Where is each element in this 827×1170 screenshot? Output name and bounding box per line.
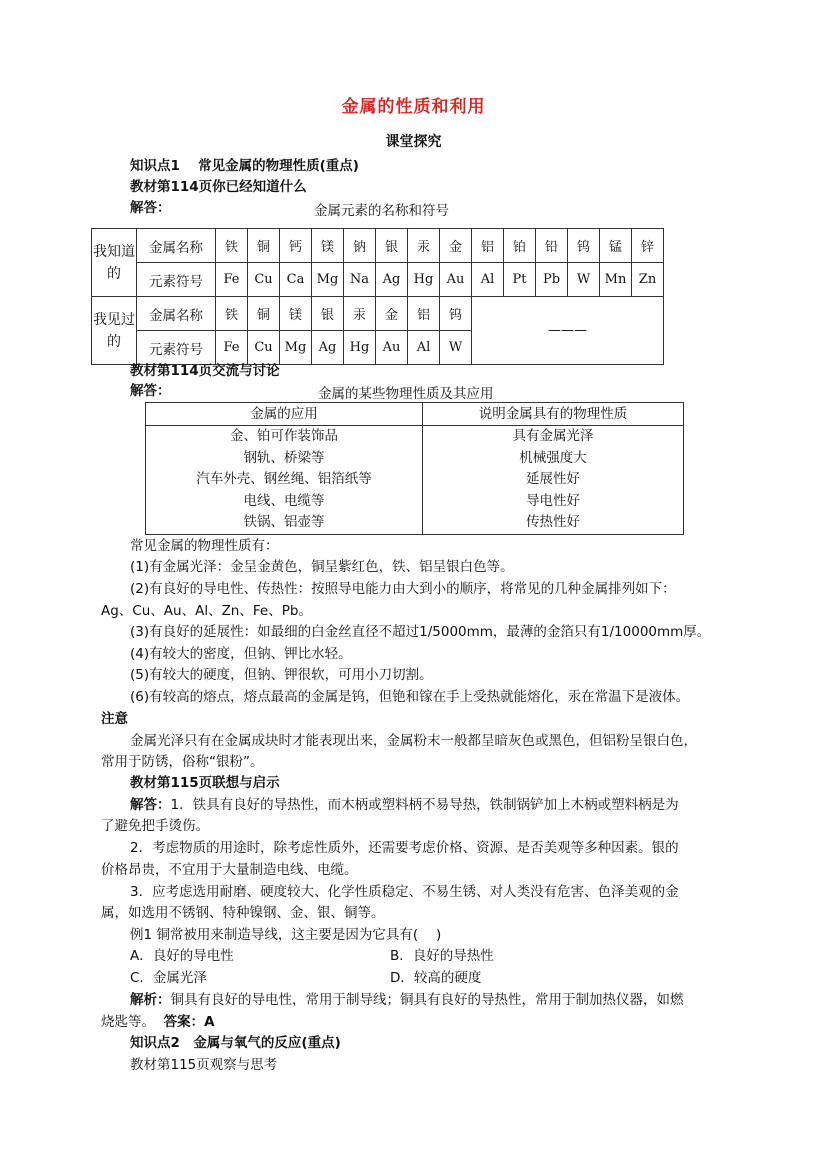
table-cell: Hg [408, 263, 440, 297]
table-header-uses: 金属的应用 [146, 403, 423, 426]
table1-caption: 金属元素的名称和符号 [314, 203, 449, 219]
property-2-cont: Ag、Cu、Au、Al、Zn、Fe、Pb。 [101, 603, 312, 619]
list-item: 金、铂可作装饰品 [230, 428, 338, 444]
table-cell: Au [376, 331, 408, 365]
table-cell: 铝 [408, 297, 440, 331]
table-row [146, 426, 684, 535]
list-item: 传热性好 [526, 514, 580, 530]
answer-1-line-1 [130, 795, 679, 815]
table-cell: Pb [536, 263, 568, 297]
table-cell: Fe [216, 263, 248, 297]
analysis-text-cont: 烧匙等。 [101, 1014, 155, 1030]
note-heading: 注意 [101, 711, 128, 727]
textbook-ref-2: 教材第114页交流与讨论 [130, 363, 280, 379]
table-cell: Al [472, 263, 504, 297]
page-title: 金属的性质和利用 [341, 97, 486, 117]
table-cell: 铅 [536, 229, 568, 263]
metal-name-label: 金属名称 [137, 229, 216, 263]
list-item: 电线、电缆等 [243, 492, 325, 509]
answer-value: A [204, 1014, 215, 1030]
table-row [92, 229, 664, 263]
textbook-ref-4: 教材第115页观察与思考 [130, 1057, 278, 1073]
property-3: (3)有良好的延展性：如最细的白金丝直径不超过1/5000mm，最薄的金箔只有1/10000mm厚。 [130, 624, 711, 640]
table-row [146, 403, 684, 426]
empty-dash-cell: ——— [472, 297, 664, 365]
knowledge-point-1-heading: 知识点1 常见金属的物理性质(重点) [130, 158, 359, 174]
table-cell: Ag [376, 263, 408, 297]
table-cell: 钠 [344, 229, 376, 263]
table-cell: 汞 [344, 297, 376, 331]
metal-name-label: 金属名称 [137, 297, 216, 331]
textbook-ref-1: 教材第114页你已经知道什么 [130, 179, 307, 195]
table-cell: 铂 [504, 229, 536, 263]
table-cell: 铁 [216, 229, 248, 263]
group-seen-label: 我见过的 [92, 297, 137, 365]
option-b: B．良好的导热性 [390, 948, 494, 964]
table-cell: Mg [312, 263, 344, 297]
table-row [92, 263, 664, 297]
answer-3-line-2: 属，如选用不锈钢、特种镍钢、金、银、铜等。 [101, 905, 385, 921]
table-cell: W [568, 263, 600, 297]
answer-label: 答案： [163, 1014, 205, 1030]
property-4: (4)有较大的密度，但钠、钾比水轻。 [130, 646, 352, 662]
element-symbol-label: 元素符号 [137, 331, 216, 365]
metal-uses-properties-table [145, 402, 684, 535]
property-6: (6)有较高的熔点，熔点最高的金属是钨，但铯和镓在手上受热就能熔化，汞在常温下是液体。 [130, 689, 690, 705]
textbook-ref-3: 教材第115页联想与启示 [130, 775, 280, 791]
list-item: 钢轨、桥梁等 [243, 449, 325, 466]
option-c: C．金属光泽 [130, 970, 207, 986]
table-cell: 金 [376, 297, 408, 331]
list-item: 汽车外壳、钢丝绳、铝箔纸等 [196, 471, 372, 487]
group-known-label: 我知道的 [92, 229, 137, 297]
note-line-2: 常用于防锈，俗称“银粉”。 [101, 754, 264, 770]
answer-text: 1．铁具有良好的导热性，而木柄或塑料柄不易导热，铁制锅铲加上木柄或塑料柄是为 [170, 797, 679, 813]
table-cell: 锌 [632, 229, 664, 263]
answer-3-line-1: 3．应考虑选用耐磨、硬度较大、化学性质稳定、不易生锈、对人类没有危害、色泽美观的金 [130, 884, 679, 900]
table-cell: 金 [440, 229, 472, 263]
table-cell: Ca [280, 263, 312, 297]
knowledge-point-2-heading: 知识点2 金属与氧气的反应(重点) [130, 1035, 341, 1051]
table-cell: 铜 [248, 297, 280, 331]
table-cell: Al [408, 331, 440, 365]
answer-label-3: 解答： [130, 797, 171, 813]
table-row [92, 297, 664, 331]
table-cell: 铝 [472, 229, 504, 263]
answer-label-1: 解答： [130, 200, 171, 216]
analysis-text: 铜具有良好的导电性，常用于制导线；铜具有良好的导热性，常用于制加热仪器，如燃 [170, 992, 684, 1008]
table-cell: 锰 [600, 229, 632, 263]
table-cell: 钨 [568, 229, 600, 263]
table-header-properties: 说明金属具有的物理性质 [423, 403, 684, 426]
table-cell: Mg [280, 331, 312, 365]
answer-label-2: 解答： [130, 383, 171, 399]
table-cell: Zn [632, 263, 664, 297]
analysis-line-1 [130, 990, 684, 1010]
table-cell: Cu [248, 263, 280, 297]
list-item: 机械强度大 [519, 449, 587, 466]
metal-names-symbols-table [91, 228, 664, 365]
answer-2-line-1: 2．考虑物质的用途时，除考虑性质外，还需要考虑价格、资源、是否美观等多种因素。银的 [130, 840, 679, 856]
table2-caption: 金属的某些物理性质及其应用 [318, 386, 494, 402]
element-symbol-label: 元素符号 [137, 263, 216, 297]
table-cell: Na [344, 263, 376, 297]
table-cell: Ag [312, 331, 344, 365]
table-cell: Cu [248, 331, 280, 365]
section-subtitle: 课堂探究 [385, 134, 442, 150]
list-item: 具有金属光泽 [512, 428, 594, 444]
table-cell: 钙 [280, 229, 312, 263]
option-d: D．较高的硬度 [390, 970, 482, 986]
list-item: 铁锅、铝壶等 [243, 514, 325, 530]
table-cell: Au [440, 263, 472, 297]
example-1-question: 例1 铜常被用来制造导线，这主要是因为它具有( ) [130, 927, 442, 943]
answer-1-line-2: 了避免把手烫伤。 [101, 818, 209, 834]
properties-intro: 常见金属的物理性质有： [130, 538, 279, 554]
table-cell: 汞 [408, 229, 440, 263]
table-cell: Mn [600, 263, 632, 297]
table-cell: 镁 [312, 229, 344, 263]
properties-column [423, 426, 684, 535]
table-cell: W [440, 331, 472, 365]
analysis-line-2 [101, 1012, 215, 1032]
table-cell: 铁 [216, 297, 248, 331]
list-item: 延展性好 [526, 471, 580, 487]
table-cell: Fe [216, 331, 248, 365]
table-cell: Hg [344, 331, 376, 365]
uses-column [146, 426, 423, 535]
table-cell: 银 [376, 229, 408, 263]
table-cell: Pt [504, 263, 536, 297]
list-item: 导电性好 [526, 492, 580, 509]
analysis-label: 解析： [130, 992, 171, 1008]
answer-2-line-2: 价格昂贵，不宜用于大量制造电线、电缆。 [101, 862, 358, 878]
option-a: A．良好的导电性 [130, 948, 234, 964]
property-1: (1)有金属光泽：金呈金黄色，铜呈紫红色，铁、铝呈银白色等。 [130, 559, 514, 575]
note-line-1: 金属光泽只有在金属成块时才能表现出来，金属粉末一般都呈暗灰色或黑色，但铝粉呈银白色， [130, 733, 697, 749]
table-cell: 铜 [248, 229, 280, 263]
property-5: (5)有较大的硬度，但钠、钾很软，可用小刀切割。 [130, 667, 433, 683]
table-cell: 银 [312, 297, 344, 331]
property-2: (2)有良好的导电性、传热性：按照导电能力由大到小的顺序，将常见的几种金属排列如下： [130, 581, 676, 597]
table-cell: 镁 [280, 297, 312, 331]
table-cell: 钨 [440, 297, 472, 331]
